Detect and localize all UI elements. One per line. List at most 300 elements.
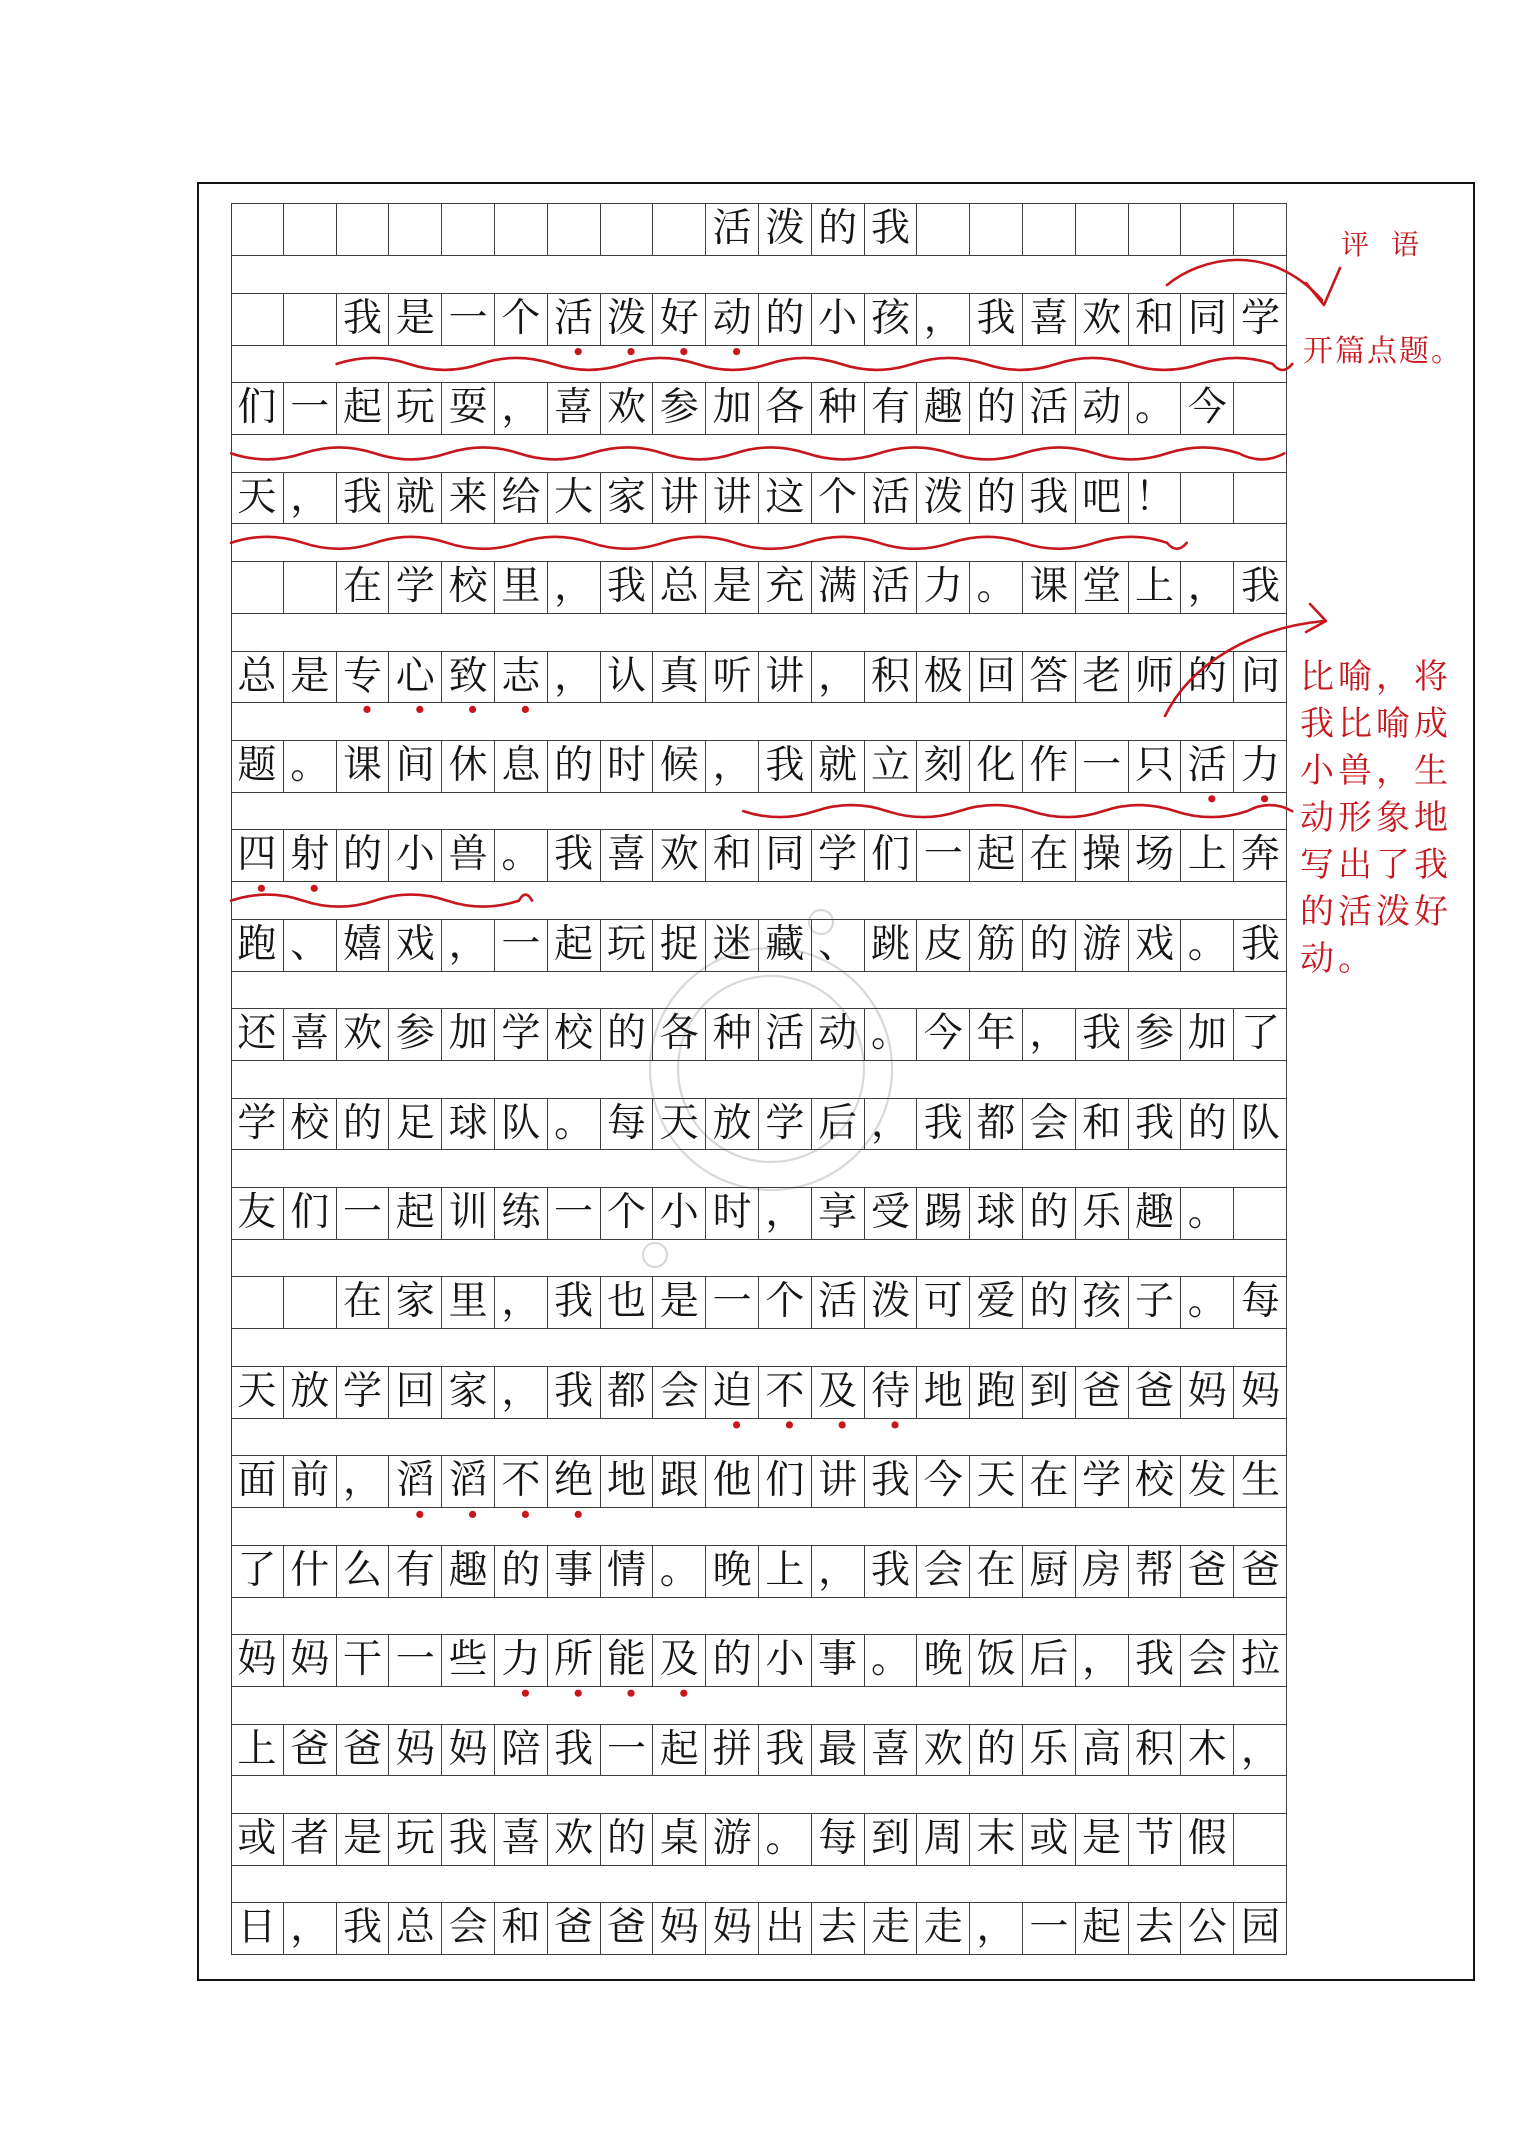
grid-cell: ，	[495, 1367, 548, 1418]
grid-cell: 作	[1023, 741, 1076, 792]
grid-cell: 一	[1023, 1903, 1076, 1954]
grid-cell	[495, 204, 548, 255]
essay-line	[231, 1902, 1287, 1955]
grid-cell: 到	[865, 1814, 918, 1865]
grid-cell: 休	[442, 741, 495, 792]
grid-cell: 今	[917, 1009, 970, 1060]
grid-cell: 。	[495, 830, 548, 881]
grid-cell: 球	[442, 1099, 495, 1150]
grid-cell: 公	[1181, 1903, 1234, 1954]
grid-cell: 是	[706, 562, 759, 613]
grid-cell: ，	[442, 920, 495, 971]
grid-cell: 妈	[653, 1903, 706, 1954]
grid-cell: 我	[337, 473, 390, 524]
grid-cell: 息	[495, 741, 548, 792]
grid-cell: 。	[865, 1009, 918, 1060]
grid-cell: 讲	[706, 473, 759, 524]
grid-cell: 我	[548, 830, 601, 881]
grid-cell: 厨	[1023, 1546, 1076, 1597]
grid-cell: 欢	[653, 830, 706, 881]
grid-cell: ，	[706, 741, 759, 792]
grid-cell: 一	[284, 383, 337, 434]
grid-cell: 戏	[389, 920, 442, 971]
grid-cell: 们	[284, 1188, 337, 1239]
grid-cell: 能	[601, 1635, 654, 1686]
grid-cell: 在	[1023, 1456, 1076, 1507]
grid-cell: 力	[1241, 742, 1281, 788]
grid-cell: 起	[337, 383, 390, 434]
grid-cell: 的	[812, 204, 865, 255]
grid-cell: 个	[601, 1188, 654, 1239]
grid-cell: 耍	[442, 383, 495, 434]
grid-cell: 和	[1076, 1099, 1129, 1150]
grid-cell: 爸	[337, 1725, 390, 1776]
grid-cell: 四	[231, 830, 284, 881]
grid-cell: 的	[970, 1725, 1023, 1776]
grid-cell: 我	[1023, 473, 1076, 524]
grid-cell: ，	[337, 1456, 390, 1507]
grid-cell: 拼	[706, 1725, 759, 1776]
grid-cell: 今	[917, 1456, 970, 1507]
grid-cell: 周	[917, 1814, 970, 1865]
grid-cell: 讲	[812, 1456, 865, 1507]
grid-cell: 妈	[706, 1903, 759, 1954]
grid-cell: 校	[284, 1099, 337, 1150]
grid-cell: 老	[1076, 652, 1129, 703]
grid-cell: 活	[1023, 383, 1076, 434]
grid-cell: 来	[442, 473, 495, 524]
grid-cell: 讲	[653, 473, 706, 524]
grid-cell: 活	[759, 1009, 812, 1060]
grid-cell: 的	[1023, 1277, 1076, 1328]
grid-cell: 兽	[442, 830, 495, 881]
grid-cell: 喜	[495, 1814, 548, 1865]
grid-cell: 小	[389, 830, 442, 881]
grid-cell: 乐	[1023, 1725, 1076, 1776]
grid-cell: 学	[231, 1099, 284, 1150]
grid-cell: 课	[1023, 562, 1076, 613]
grid-cell: 种	[812, 383, 865, 434]
grid-cell: 日	[231, 1903, 284, 1954]
grid-cell: 都	[970, 1099, 1023, 1150]
grid-cell: 真	[653, 652, 706, 703]
grid-cell: 跑	[970, 1367, 1023, 1418]
grid-cell: 面	[231, 1456, 284, 1507]
grid-cell: 天	[231, 473, 284, 524]
grid-cell: 活	[865, 473, 918, 524]
grid-cell: 认	[601, 652, 654, 703]
grid-cell: 是	[1076, 1814, 1129, 1865]
grid-cell: 泼	[917, 473, 970, 524]
grid-cell: 喜	[284, 1009, 337, 1060]
grid-cell: 泼	[601, 294, 654, 345]
grid-cell: 一	[442, 294, 495, 345]
essay-line	[231, 472, 1287, 525]
grid-cell: 大	[548, 473, 601, 524]
grid-cell: 天	[970, 1456, 1023, 1507]
grid-cell: 的	[337, 830, 390, 881]
grid-cell: 是	[653, 1277, 706, 1328]
grid-cell: 校	[1129, 1456, 1182, 1507]
grid-cell: 参	[1129, 1009, 1182, 1060]
grid-cell: ，	[970, 1903, 1023, 1954]
grid-cell: 筋	[970, 920, 1023, 971]
grid-cell: 绝	[548, 1456, 601, 1507]
grid-cell: 。	[970, 562, 1023, 613]
grid-cell: 的	[970, 383, 1023, 434]
grid-cell: 房	[1076, 1546, 1129, 1597]
grid-cell: 刻	[917, 741, 970, 792]
grid-cell: 他	[706, 1456, 759, 1507]
grid-cell: 是	[389, 294, 442, 345]
grid-cell: 可	[917, 1277, 970, 1328]
grid-cell: 参	[653, 383, 706, 434]
grid-cell: 迷	[706, 920, 759, 971]
grid-cell: 泼	[759, 204, 812, 255]
grid-cell: 回	[970, 652, 1023, 703]
grid-cell: 的	[759, 294, 812, 345]
grid-cell: 师	[1129, 652, 1182, 703]
grid-cell: 动	[812, 1009, 865, 1060]
grid-cell: 爸	[1076, 1367, 1129, 1418]
grid-cell: 上	[1129, 562, 1182, 613]
grid-cell: 是	[337, 1814, 390, 1865]
grid-cell: 。	[1129, 383, 1182, 434]
grid-cell: 受	[865, 1188, 918, 1239]
essay-line	[231, 293, 1287, 346]
grid-cell: 会	[442, 1903, 495, 1954]
grid-cell: 队	[495, 1099, 548, 1150]
grid-cell: 时	[706, 1188, 759, 1239]
essay-line	[231, 382, 1287, 435]
grid-cell: 戏	[1129, 920, 1182, 971]
grid-cell: 事	[548, 1546, 601, 1597]
grid-cell: 校	[548, 1009, 601, 1060]
essay-line	[231, 651, 1287, 704]
grid-cell: ，	[1181, 562, 1234, 613]
grid-cell: 在	[1023, 830, 1076, 881]
grid-cell: 的	[337, 1099, 390, 1150]
grid-cell: 趣	[1129, 1188, 1182, 1239]
grid-cell: 一	[1076, 741, 1129, 792]
grid-cell: 桌	[653, 1814, 706, 1865]
grid-cell: 一	[706, 1277, 759, 1328]
grid-cell: 小	[812, 294, 865, 345]
grid-cell: 力	[495, 1635, 548, 1686]
grid-cell: 学	[495, 1009, 548, 1060]
grid-cell: 同	[1181, 294, 1234, 345]
grid-cell: 也	[601, 1277, 654, 1328]
grid-cell: ，	[1241, 1726, 1281, 1772]
grid-cell: 干	[337, 1635, 390, 1686]
grid-cell: 我	[865, 204, 918, 255]
grid-cell: 了	[1241, 1011, 1281, 1057]
grid-cell: ！	[1129, 473, 1182, 524]
grid-cell: 放	[706, 1099, 759, 1150]
grid-cell: 友	[231, 1188, 284, 1239]
grid-cell: 子	[1129, 1277, 1182, 1328]
grid-cell	[1076, 204, 1129, 255]
grid-cell: 活	[548, 294, 601, 345]
grid-cell: 每	[601, 1099, 654, 1150]
grid-cell	[601, 204, 654, 255]
grid-cell: 妈	[231, 1635, 284, 1686]
grid-cell: 及	[653, 1635, 706, 1686]
grid-cell	[1181, 473, 1234, 524]
grid-cell: 讲	[759, 652, 812, 703]
grid-cell: 发	[1181, 1456, 1234, 1507]
grid-cell: 学	[1076, 1456, 1129, 1507]
grid-cell: 我	[337, 1903, 390, 1954]
grid-cell: 孩	[1076, 1277, 1129, 1328]
grid-cell: 爸	[548, 1903, 601, 1954]
grid-cell: 立	[865, 741, 918, 792]
grid-cell	[1023, 204, 1076, 255]
grid-cell: 活	[706, 204, 759, 255]
essay-line	[231, 1187, 1287, 1240]
writing-grid	[231, 203, 1287, 1954]
grid-cell: 。	[1181, 1188, 1234, 1239]
grid-cell: ，	[548, 562, 601, 613]
grid-cell: 地	[917, 1367, 970, 1418]
grid-cell: 个	[495, 294, 548, 345]
grid-cell: 、	[812, 920, 865, 971]
grid-cell: 在	[970, 1546, 1023, 1597]
grid-cell	[917, 204, 970, 255]
grid-cell: 充	[759, 562, 812, 613]
grid-cell: 游	[706, 1814, 759, 1865]
grid-cell: 小	[653, 1188, 706, 1239]
grid-cell: 有	[865, 383, 918, 434]
grid-cell: 游	[1076, 920, 1129, 971]
grid-cell: 爸	[601, 1903, 654, 1954]
grid-cell: 活	[812, 1277, 865, 1328]
grid-cell: 动	[1076, 383, 1129, 434]
grid-cell: 生	[1241, 1458, 1281, 1504]
grid-cell: ，	[1076, 1635, 1129, 1686]
grid-cell: 情	[601, 1546, 654, 1597]
grid-cell: 爸	[1181, 1546, 1234, 1597]
grid-cell: 陪	[495, 1725, 548, 1776]
grid-cell: 去	[1129, 1903, 1182, 1954]
grid-cell: 。	[548, 1099, 601, 1150]
grid-cell: 我	[601, 562, 654, 613]
grid-cell: 一	[601, 1725, 654, 1776]
grid-cell: 事	[812, 1635, 865, 1686]
grid-cell: 。	[865, 1635, 918, 1686]
grid-cell: 爸	[284, 1725, 337, 1776]
grid-cell: 天	[231, 1367, 284, 1418]
grid-cell: 妈	[389, 1725, 442, 1776]
grid-cell: 在	[337, 562, 390, 613]
grid-cell: 欢	[601, 383, 654, 434]
grid-cell: 了	[231, 1546, 284, 1597]
grid-cell: 的	[601, 1009, 654, 1060]
grid-cell: 各	[653, 1009, 706, 1060]
grid-cell: 就	[812, 741, 865, 792]
essay-line	[231, 1545, 1287, 1598]
grid-cell: 我	[970, 294, 1023, 345]
grid-cell: 课	[337, 741, 390, 792]
grid-cell: 我	[865, 1456, 918, 1507]
grid-cell: 都	[601, 1367, 654, 1418]
grid-cell: 妈	[442, 1725, 495, 1776]
grid-cell: 这	[759, 473, 812, 524]
grid-cell: 者	[284, 1814, 337, 1865]
grid-cell: 上	[759, 1546, 812, 1597]
grid-cell: ，	[865, 1099, 918, 1150]
grid-cell: 小	[759, 1635, 812, 1686]
grid-cell	[1181, 204, 1234, 255]
comment-opening-note: 开篇点题。	[1303, 334, 1463, 369]
grid-cell: ，	[495, 383, 548, 434]
grid-cell: 队	[1241, 1100, 1281, 1146]
grid-cell: 我	[548, 1367, 601, 1418]
comment-metaphor-note	[1300, 654, 1452, 983]
grid-cell	[1234, 1814, 1287, 1865]
grid-cell: 好	[653, 294, 706, 345]
grid-cell: 间	[389, 741, 442, 792]
grid-cell	[284, 204, 337, 255]
grid-cell: 我	[917, 1099, 970, 1150]
grid-cell: 的	[1181, 652, 1234, 703]
grid-cell: 。	[653, 1546, 706, 1597]
grid-cell	[284, 294, 337, 345]
grid-cell	[284, 562, 337, 613]
essay-line	[231, 919, 1287, 972]
grid-cell: 各	[759, 383, 812, 434]
grid-cell: 学	[1241, 295, 1281, 341]
grid-cell: 待	[865, 1367, 918, 1418]
grid-cell: 奔	[1241, 832, 1281, 878]
grid-cell: 足	[389, 1099, 442, 1150]
grid-cell	[1234, 383, 1287, 434]
grid-cell	[231, 294, 284, 345]
grid-cell: 妈	[1241, 1368, 1281, 1414]
grid-cell	[389, 204, 442, 255]
grid-cell: 起	[653, 1725, 706, 1776]
grid-cell: 喜	[548, 383, 601, 434]
grid-cell: 参	[389, 1009, 442, 1060]
grid-cell	[1234, 473, 1287, 524]
grid-cell: 一	[337, 1188, 390, 1239]
grid-cell: 总	[389, 1903, 442, 1954]
grid-cell: 会	[1181, 1635, 1234, 1686]
grid-cell: 个	[759, 1277, 812, 1328]
grid-cell: 上	[1181, 830, 1234, 881]
grid-cell: 末	[970, 1814, 1023, 1865]
grid-cell: 妈	[284, 1635, 337, 1686]
grid-cell: 家	[601, 473, 654, 524]
essay-line	[231, 1098, 1287, 1151]
grid-cell: 吧	[1076, 473, 1129, 524]
grid-cell: 起	[1076, 1903, 1129, 1954]
grid-cell	[1129, 204, 1182, 255]
grid-cell: 。	[759, 1814, 812, 1865]
grid-cell: 喜	[1023, 294, 1076, 345]
grid-cell: 就	[389, 473, 442, 524]
grid-cell	[284, 1277, 337, 1328]
comment-line: 比喻，将	[1300, 657, 1452, 697]
grid-cell: 力	[917, 562, 970, 613]
grid-cell: 活	[865, 562, 918, 613]
essay-line	[231, 1634, 1287, 1687]
grid-cell: 么	[337, 1546, 390, 1597]
grid-cell: 走	[865, 1903, 918, 1954]
grid-cell: 皮	[917, 920, 970, 971]
grid-cell: 后	[812, 1099, 865, 1150]
grid-cell: 问	[1241, 653, 1281, 699]
grid-cell: 学	[337, 1367, 390, 1418]
grid-cell: 我	[548, 1725, 601, 1776]
grid-cell: 出	[759, 1903, 812, 1954]
grid-cell	[1234, 1188, 1287, 1239]
grid-cell: 藏	[759, 920, 812, 971]
grid-cell: 去	[812, 1903, 865, 1954]
grid-cell: 喜	[865, 1725, 918, 1776]
grid-cell: 起	[389, 1188, 442, 1239]
grid-cell: 总	[231, 652, 284, 703]
grid-cell: 射	[284, 830, 337, 881]
grid-cell: 园	[1241, 1905, 1281, 1951]
essay-line	[231, 561, 1287, 614]
grid-cell: 晚	[917, 1635, 970, 1686]
grid-cell: 孩	[865, 294, 918, 345]
grid-cell: 今	[1181, 383, 1234, 434]
grid-cell: 起	[548, 920, 601, 971]
grid-cell: 同	[759, 830, 812, 881]
grid-cell: ，	[917, 294, 970, 345]
grid-cell: ，	[812, 652, 865, 703]
grid-cell: 里	[442, 1277, 495, 1328]
essay-title	[231, 203, 1287, 256]
grid-cell: 我	[759, 1725, 812, 1776]
grid-cell: 。	[1181, 1277, 1234, 1328]
grid-cell: 趣	[442, 1546, 495, 1597]
grid-cell: 时	[601, 741, 654, 792]
grid-cell: 放	[284, 1367, 337, 1418]
grid-cell: 学	[759, 1099, 812, 1150]
grid-cell: ，	[284, 1903, 337, 1954]
comment-line: 我比喻成	[1300, 704, 1452, 744]
grid-cell: 泼	[865, 1277, 918, 1328]
grid-cell: 家	[442, 1367, 495, 1418]
grid-cell: 或	[1023, 1814, 1076, 1865]
grid-cell: 。	[284, 741, 337, 792]
grid-cell: 的	[1023, 920, 1076, 971]
essay-line	[231, 1366, 1287, 1419]
grid-cell: 我	[865, 1546, 918, 1597]
grid-cell: 跑	[231, 920, 284, 971]
grid-cell: 玩	[389, 383, 442, 434]
grid-cell: 的	[970, 473, 1023, 524]
grid-cell: 的	[548, 741, 601, 792]
grid-cell: 木	[1181, 1725, 1234, 1776]
grid-cell: 加	[706, 383, 759, 434]
grid-cell: 高	[1076, 1725, 1129, 1776]
grid-cell: 学	[812, 830, 865, 881]
grid-cell: 最	[812, 1725, 865, 1776]
grid-cell	[231, 1277, 284, 1328]
essay-line	[231, 1813, 1287, 1866]
grid-cell: 爸	[1241, 1547, 1281, 1593]
grid-cell: ，	[812, 1546, 865, 1597]
grid-cell: 起	[970, 830, 1023, 881]
grid-cell: 答	[1023, 652, 1076, 703]
essay-line	[231, 1455, 1287, 1508]
grid-cell: 欢	[1076, 294, 1129, 345]
comment-heading: 评语	[1341, 228, 1442, 261]
